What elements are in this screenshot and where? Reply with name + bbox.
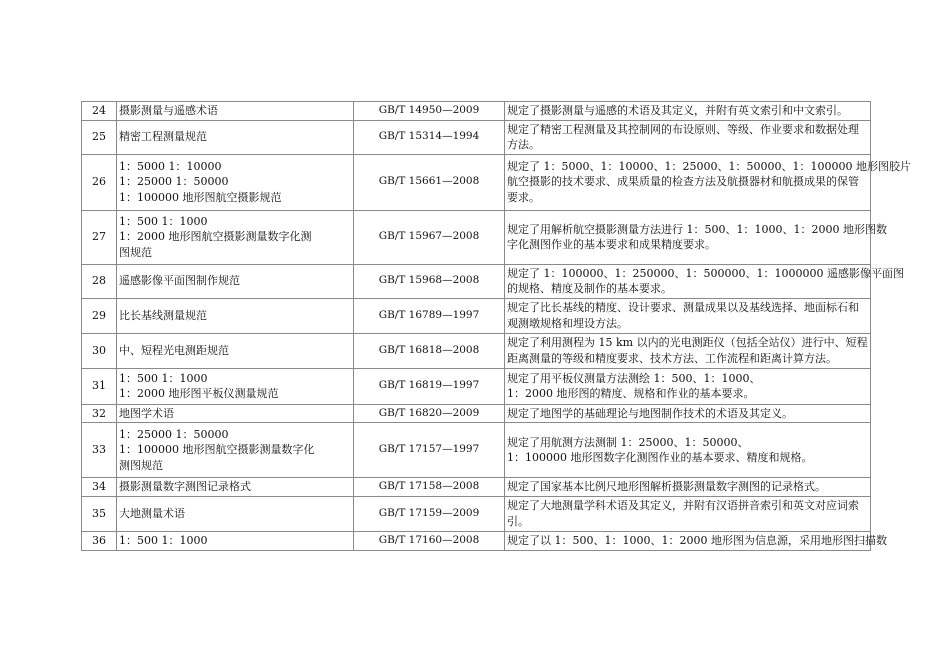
standard-title [117,298,354,333]
row-number: 24 [82,102,117,121]
standard-title-line: 1：100000 地形图航空摄影规范 [119,190,282,204]
standard-code: GB/T 16818—2008 [354,333,505,368]
standard-code: GB/T 15661—2008 [354,154,505,210]
table-row [82,264,871,298]
row-number: 25 [82,120,117,154]
standard-title-line: 1：5000 1：10000 [119,159,222,173]
standard-title-line: 1：100000 地形图航空摄影测量数字化 [119,443,315,457]
standard-description-line: 距离测量的等级和精度要求、技术方法、工作流程和距离计算方法。 [507,351,837,365]
table-row [82,368,871,404]
standard-title [117,264,354,298]
standard-title-line: 中、短程光电测距规范 [119,343,229,357]
standard-description-line: 要求。 [507,190,540,204]
standards-table [81,101,911,551]
standard-description-line: 规定了摄影测量与遥感的术语及其定义，并附有英文索引和中文索引。 [507,104,848,117]
standard-code: GB/T 16819—1997 [354,368,505,404]
standard-description-line: 方法。 [507,138,540,151]
standard-description-line: 规定了国家基本比例尺地形图解析摄影测量数字测图的记录格式。 [507,480,826,493]
table-row [82,120,871,154]
row-number: 36 [82,531,117,550]
standard-description [505,210,887,264]
standard-description [505,496,871,531]
standard-title-line: 1：25000 1：50000 [119,175,229,189]
standard-code: GB/T 17157—1997 [354,423,505,478]
standard-description-line: 1：100000 地形图数字化测图作业的基本要求、精度和规格。 [507,451,813,464]
row-number: 26 [82,154,117,210]
standard-code: GB/T 17158—2008 [354,478,505,497]
standard-description-line: 的规格、精度及制作的基本要求。 [507,282,672,295]
standard-code: GB/T 15967—2008 [354,210,505,264]
standard-code: GB/T 17159—2009 [354,496,505,531]
standard-description [505,120,871,154]
standard-description [505,154,911,210]
standard-title-line: 比长基线测量规范 [119,308,207,322]
standard-title [117,210,354,264]
standard-description [505,404,871,423]
row-number: 34 [82,478,117,497]
standard-title-line: 1：25000 1：50000 [119,427,229,441]
standard-description-line: 规定了 1：5000、1：10000、1：25000、1：50000、1：100000 地形图胶片 [507,159,911,173]
standard-title [117,368,354,404]
standard-description-line: 规定了用平板仪测量方法测绘 1：500、1：1000、 [507,371,761,385]
table-row [82,496,871,531]
table-row [82,298,871,333]
standard-title-line: 1：500 1：1000 [119,214,208,228]
row-number: 33 [82,423,117,478]
table-row [82,478,871,497]
standard-code: GB/T 17160—2008 [354,531,505,550]
table-row [82,210,871,264]
standard-description [505,298,871,333]
row-number: 28 [82,264,117,298]
row-number: 32 [82,404,117,423]
row-number: 27 [82,210,117,264]
standard-title-line: 大地测量术语 [119,506,185,520]
standard-description-line: 观测墩规格和埋设方法。 [507,316,628,330]
standard-description-line: 规定了利用测程为 15 km 以内的光电测距仪（包括全站仪）进行中、短程 [507,336,868,349]
standard-description [505,478,871,497]
standard-title-line: 1：500 1：1000 [119,533,208,547]
standard-title-line: 摄影测量与遥感术语 [119,104,218,117]
standard-description-line: 规定了以 1：500、1：1000、1：2000 地形图为信息源，采用地形图扫描数 [507,533,887,547]
standard-description [505,531,887,550]
standard-description-line: 规定了比长基线的精度、设计要求、测量成果以及基线选择、地面标石和 [507,301,859,314]
table-row [82,333,871,368]
standard-description-line: 字化测图作业的基本要求和成果精度要求。 [507,238,716,251]
standard-title-line: 测图规范 [119,458,163,472]
standard-code: GB/T 15968—2008 [354,264,505,298]
standard-description-line: 1：2000 地形图的精度、规格和作业的基本要求。 [507,387,755,400]
standard-description [505,102,871,121]
standard-description [505,423,871,478]
standard-description-line: 航空摄影的技术要求、成果质量的检查方法及航摄器材和航摄成果的保管 [507,175,859,189]
standard-title [117,478,354,497]
table-row [82,531,871,550]
table-row [82,404,871,423]
standard-title-line: 遥感影像平面图制作规范 [119,274,240,288]
row-number: 31 [82,368,117,404]
row-number: 29 [82,298,117,333]
standard-description-line: 规定了地图学的基础理论与地图制作技术的术语及其定义。 [507,406,793,420]
standard-description [505,333,871,368]
standard-title-line: 图规范 [119,245,152,259]
standard-title [117,423,354,478]
standard-description-line: 规定了大地测量学科术语及其定义，并附有汉语拼音索引和英文对应词索 [507,499,859,512]
standard-title-line: 1：2000 地形图航空摄影测量数字化测 [119,230,312,244]
standard-title-line: 精密工程测量规范 [119,130,207,144]
standard-description-line: 规定了用航测方法测制 1：25000、1：50000、 [507,435,749,449]
standard-title-line: 摄影测量数字测图记录格式 [119,480,251,493]
standard-description-line: 规定了 1：100000、1：250000、1：500000、1：1000000 遥感影像平面图 [507,266,904,280]
standard-title-line: 1：2000 地形图平板仪测量规范 [119,387,279,400]
standard-code: GB/T 16789—1997 [354,298,505,333]
table-row [82,102,871,121]
standard-title [117,154,354,210]
standard-code: GB/T 15314—1994 [354,120,505,154]
standard-code: GB/T 14950—2009 [354,102,505,121]
row-number: 35 [82,496,117,531]
standard-description-line: 规定了精密工程测量及其控制网的布设原则、等级、作业要求和数据处理 [507,122,859,136]
standard-title-line: 1：500 1：1000 [119,371,208,385]
standard-title-line: 地图学术语 [119,406,174,420]
standard-description [505,368,871,404]
standard-title [117,496,354,531]
standard-title [117,102,354,121]
standard-description-line: 规定了用解析航空摄影测量方法进行 1：500、1：1000、1：2000 地形图数 [507,222,887,236]
standard-title [117,531,354,550]
standard-title [117,120,354,154]
table-body [82,102,911,551]
table-row [82,154,871,210]
standard-code: GB/T 16820—2009 [354,404,505,423]
table-row [82,423,871,478]
standard-title [117,333,354,368]
standard-description [505,264,904,298]
row-number: 30 [82,333,117,368]
standard-title [117,404,354,423]
standard-description-line: 引。 [507,514,529,528]
